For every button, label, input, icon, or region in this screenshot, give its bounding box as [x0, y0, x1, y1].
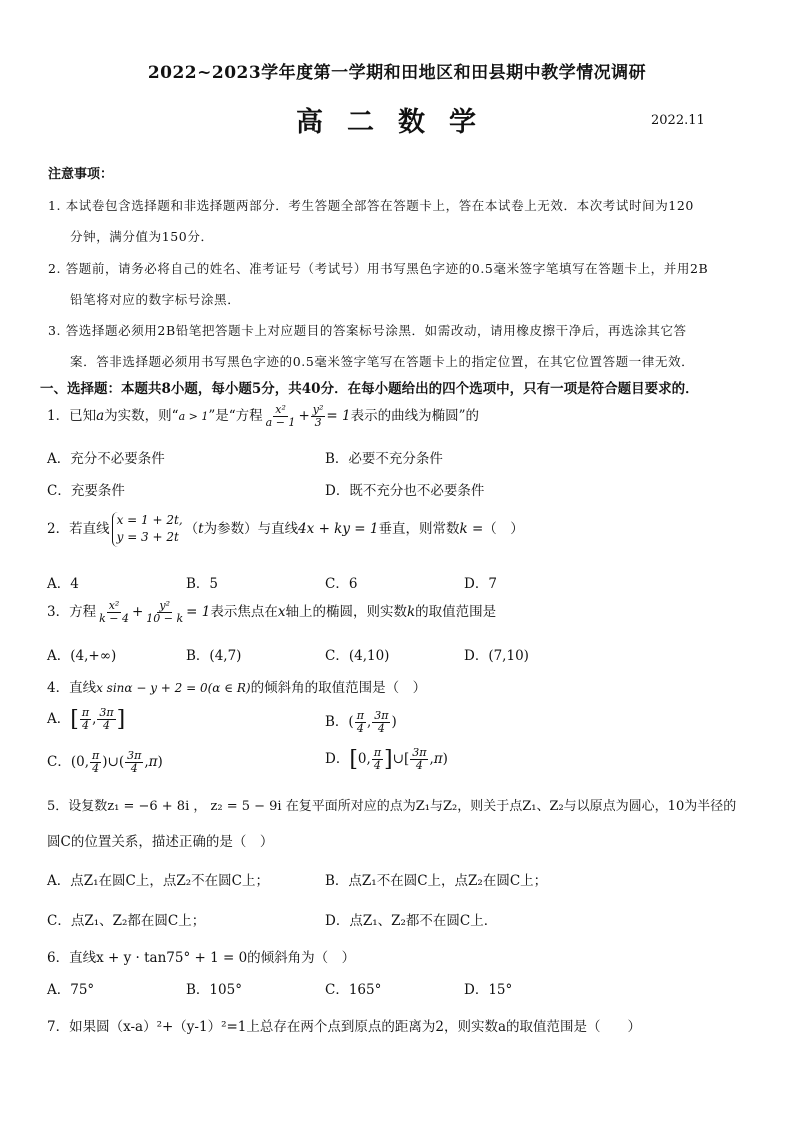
q4-d-paren-end: )	[442, 751, 448, 768]
q1-var-a: a	[96, 408, 105, 425]
q1-prefix: 1．已知	[47, 408, 97, 425]
question-5-line-1: 5．设复数z₁ = −6 + 8i ， z₂ = 5 − 9i 在复平面所对应的点为Z₁与Z₂，则关于点Z₁、Z₂与以原点为圆心，10为半径的	[47, 799, 737, 814]
subject-title: 高二数学	[296, 107, 500, 138]
q4-b-comma: ,	[366, 714, 372, 731]
q3-option-a	[47, 644, 116, 664]
q4-option-b	[325, 710, 397, 735]
q2-text-3: 垂直，则常数	[378, 520, 460, 537]
q6-option-b: B．105°	[186, 982, 242, 998]
q4-b-f2-den: 4	[377, 722, 385, 736]
question-4	[47, 676, 426, 696]
q3-option-d	[464, 644, 529, 664]
q1-text-1: 为实数，则“	[104, 408, 179, 425]
q4-c-f1-den: 4	[92, 762, 100, 776]
q4-c-comma-2: ,	[144, 754, 149, 771]
q3-fraction-y	[144, 600, 185, 625]
note-2-line-2: 铅笔将对应的数字标号涂黑．	[70, 292, 241, 307]
q6-option-c: C．165°	[325, 982, 382, 998]
q4-a-comma: ,	[92, 711, 97, 728]
q3-fraction-x	[97, 600, 131, 625]
q4-d-frac-2	[410, 747, 428, 772]
q4-c-paren-4: )	[157, 754, 163, 771]
q4-a-label: A．	[47, 711, 71, 728]
q4-b-f2-num: 3π	[374, 709, 389, 722]
q4-c-comma-1: ,	[84, 754, 90, 771]
q4-d-f2-num: 3π	[412, 746, 427, 759]
q3-f2-num: y²	[159, 599, 171, 612]
q4-c-label: C．	[47, 754, 71, 771]
question-1	[47, 404, 479, 429]
q3-a-label: A．	[47, 648, 71, 664]
q2-sys-line-1: x = 1 + 2t,	[116, 513, 183, 527]
q2-line-eq: 4x + ky = 1	[298, 520, 379, 537]
q4-c-union: ∪	[107, 754, 119, 771]
q4-option-a	[47, 707, 125, 732]
note-1-line-1: 1. 本试卷包含选择题和非选择题两部分．考生答题全部答在答题卡上，答在本试卷上无效．本次考试时间为120	[48, 198, 694, 213]
q4-d-bracket-2: ]	[384, 747, 393, 773]
q4-expression: x sinα − y + 2 = 0(α ∈ R)	[96, 681, 251, 695]
q3-f1-num: x²	[108, 599, 120, 612]
q4-d-bracket-3: [	[403, 751, 410, 768]
q4-c-f1-num: π	[92, 749, 100, 762]
q4-b-frac-2	[372, 710, 390, 735]
q1-option-b: B．必要不充分条件	[325, 451, 443, 467]
q1-f1-num: x²	[275, 403, 286, 416]
q4-prefix: 4．直线	[47, 680, 97, 696]
q4-option-d	[325, 747, 448, 772]
q2-option-a: A．4	[47, 576, 79, 592]
q4-c-f2-num: 3π	[127, 749, 142, 762]
q4-b-label: B．	[325, 714, 349, 731]
q4-a-f1-num: π	[81, 706, 90, 719]
note-3-line-2: 案．答非选择题必须用书写黑色字迹的0.5毫米签字笔写在答题卡上的指定位置，在其它位置答题一律无效．	[70, 354, 695, 369]
q1-fraction-y	[311, 404, 326, 429]
q4-b-f1-num: π	[356, 709, 364, 722]
q4-d-label: D．	[325, 751, 350, 768]
notes-heading: 注意事项：	[48, 167, 114, 182]
q4-a-bracket-right: ]	[116, 707, 126, 733]
q4-b-frac-1	[355, 710, 366, 735]
q4-d-comma-2: ,	[429, 751, 434, 768]
question-7: 7．如果圆（x-a）²+（y-1）²=1上总存在两个点到原点的距离为2，则实数a的取值范围是（ ）	[47, 1019, 642, 1035]
exam-date: 2022.11	[651, 113, 705, 128]
q2-var-k: k =	[459, 520, 484, 537]
q4-d-f1-num: π	[373, 746, 382, 759]
q2-sys-line-2: y = 3 + 2t	[116, 530, 179, 545]
q2-var-t: t	[198, 520, 204, 537]
q4-d-bracket-1: [	[349, 747, 358, 773]
q3-var-k: k	[406, 604, 416, 621]
q4-c-frac-2	[125, 750, 143, 775]
q4-d-union: ∪	[392, 751, 404, 768]
q3-c-label: C．	[325, 648, 349, 664]
q5-option-a: A．点Z₁在圆C上，点Z₂不在圆C上；	[47, 873, 269, 889]
q4-a-frac-2	[97, 707, 115, 732]
q4-b-f1-den: 4	[356, 722, 364, 736]
q1-plus: +	[298, 408, 310, 425]
q3-d-label: D．	[464, 648, 489, 664]
q4-d-f1-den: 4	[373, 759, 381, 773]
q3-text-1: 表示焦点在	[210, 604, 278, 621]
q2-param-system	[112, 512, 183, 547]
q5-option-b: B．点Z₁不在圆C上，点Z₂在圆C上；	[325, 873, 548, 889]
q3-f1-den: k − 4	[99, 612, 129, 626]
q4-b-paren-left: (	[348, 714, 354, 731]
q4-a-frac-1	[80, 707, 91, 732]
q3-prefix: 3．方程	[47, 604, 97, 621]
q5-option-c: C．点Z₁、Z₂都在圆C上；	[47, 913, 206, 929]
q3-d-value: (7,10)	[488, 648, 529, 664]
question-3	[47, 600, 496, 625]
q4-option-c	[47, 750, 163, 775]
q4-b-paren-right: )	[391, 714, 397, 731]
q4-c-zero: 0	[76, 754, 85, 771]
note-1-line-2: 分钟，满分值为150分．	[70, 229, 214, 244]
q4-a-f2-num: 3π	[99, 706, 114, 719]
q4-c-f2-den: 4	[130, 762, 138, 776]
q1-option-c: C．充要条件	[47, 483, 125, 499]
q6-option-d: D．15°	[464, 982, 513, 998]
q4-c-pi: π	[148, 754, 158, 771]
q1-option-d: D．既不充分也不必要条件	[325, 483, 485, 499]
q4-d-pi: π	[433, 751, 443, 768]
q3-f2-den: 10 − k	[146, 612, 184, 626]
q1-suffix: 表示的曲线为椭圆”的	[350, 408, 479, 425]
q2-option-b: B．5	[186, 576, 219, 592]
q2-prefix: 2．若直线	[47, 520, 110, 537]
q3-a-value: (4,+∞)	[70, 648, 117, 664]
q4-d-comma-1: ,	[366, 751, 371, 768]
q4-d-zero: 0	[357, 751, 367, 768]
q1-f2-den: 3	[314, 416, 322, 430]
q4-c-frac-1	[90, 750, 101, 775]
q4-c-paren-3: (	[118, 754, 125, 771]
question-6: 6．直线x + y · tan75° + 1 = 0的倾斜角为（ ）	[47, 950, 356, 966]
q4-a-bracket-left: [	[70, 707, 79, 733]
q3-var-x: x	[277, 604, 286, 621]
q3-b-label: B．	[186, 648, 210, 664]
q3-c-value: (4,10)	[348, 648, 390, 664]
note-3-line-1: 3. 答选择题必须用2B铅笔把答题卡上对应题目的答案标号涂黑．如需改动，请用橡皮擦干净后，再选涂其它答	[48, 323, 687, 338]
q3-text-2: 轴上的椭圆，则实数	[285, 604, 407, 621]
q3-equals: = 1	[186, 604, 211, 621]
q4-c-paren-1: (	[70, 754, 77, 771]
q3-b-value: (4,7)	[209, 648, 242, 664]
q4-a-f2-den: 4	[102, 719, 110, 733]
q4-d-frac-1	[372, 747, 383, 772]
q4-d-f2-den: 4	[415, 759, 423, 773]
question-5-line-2: 圆C的位置关系，描述正确的是（ ）	[47, 834, 274, 850]
q2-text-2: 为参数）与直线	[203, 520, 299, 537]
q3-option-c	[325, 644, 389, 664]
q3-suffix: 的取值范围是	[415, 604, 497, 621]
q2-suffix: （ ）	[483, 520, 524, 537]
q3-plus: +	[131, 604, 144, 621]
q1-condition: a > 1	[178, 410, 209, 424]
exam-header-title: 2022~2023学年度第一学期和田地区和田县期中教学情况调研	[147, 63, 647, 83]
q4-c-paren-2: )	[102, 754, 108, 771]
q1-fraction-x	[264, 404, 298, 429]
section-1-heading: 一、选择题：本题共8小题，每小题5分，共40分．在每小题给出的四个选项中，只有一项是符合题目要求的．	[40, 381, 699, 397]
q3-option-b	[186, 644, 241, 664]
q6-option-a: A．75°	[47, 982, 95, 998]
q2-option-c: C．6	[325, 576, 358, 592]
q1-text-2: ”是“方程	[208, 408, 263, 425]
q2-text-1: （	[184, 520, 199, 537]
q2-option-d: D．7	[464, 576, 497, 592]
q1-option-a: A．充分不必要条件	[47, 451, 165, 467]
question-2	[47, 512, 524, 547]
q4-a-f1-den: 4	[81, 719, 89, 733]
q1-f1-den: a − 1	[265, 416, 296, 430]
q5-option-d: D．点Z₁、Z₂都不在圆C上．	[325, 913, 498, 929]
q4-suffix: 的倾斜角的取值范围是（ ）	[250, 680, 427, 696]
q1-f2-num: y²	[312, 403, 324, 416]
q1-equals: = 1	[326, 408, 351, 425]
note-2-line-1: 2. 答题前，请务必将自己的姓名、准考证号（考试号）用书写黑色字迹的0.5毫米签字笔填写在答题卡上，并用2B	[48, 261, 709, 276]
